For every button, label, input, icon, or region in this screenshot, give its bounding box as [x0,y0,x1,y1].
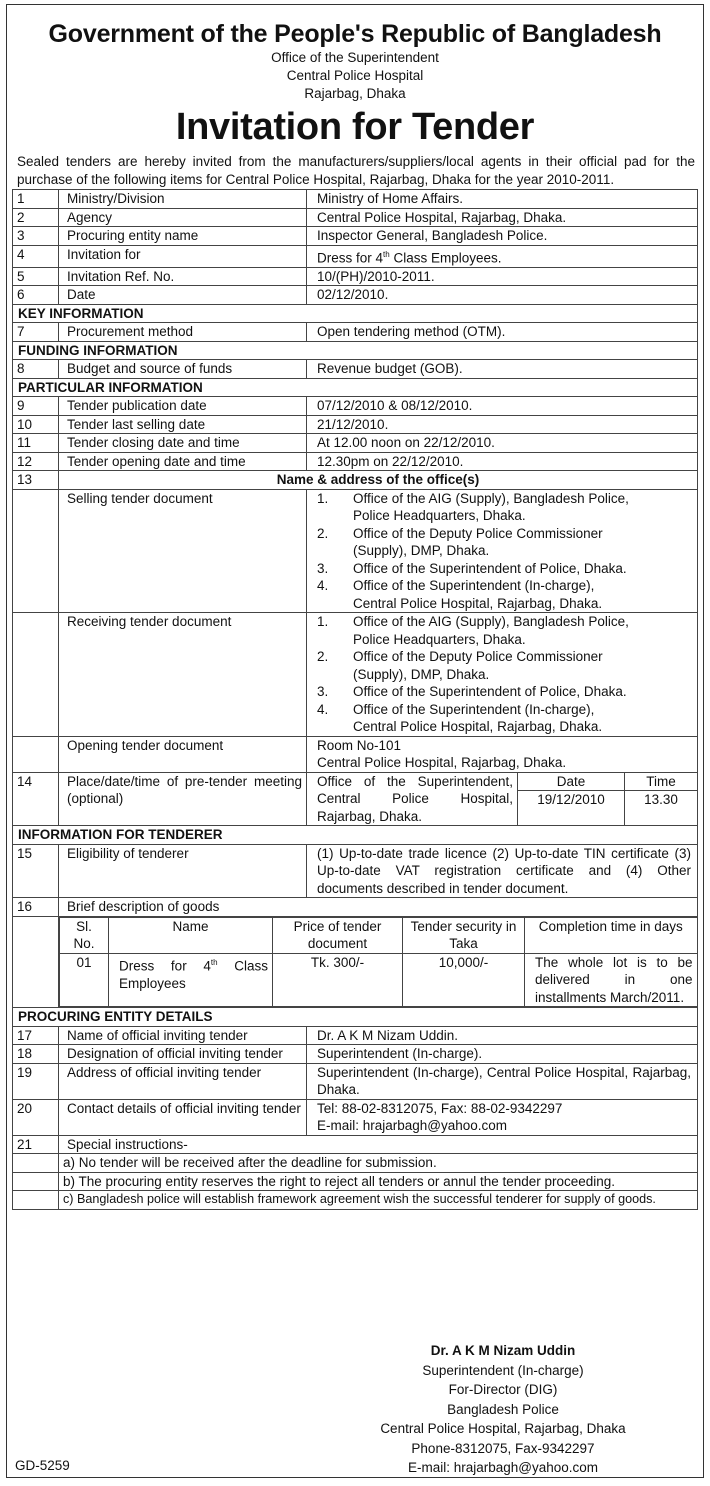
row-number: 1 [13,190,59,209]
tender-table [12,189,698,1210]
row-value: Inspector General, Bangladesh Police. [307,227,698,246]
table-cell: Tk. 300/- [273,953,403,1007]
hospital-line: Central Police Hospital [286,68,424,83]
row-value: Ministry of Home Affairs. [307,190,698,209]
list-item: 3. Office of the Superintendent of Police, Dhaka. [317,560,627,576]
table-row [13,190,698,209]
section-heading: INFORMATION FOR TENDERER [13,826,698,845]
list-item: 4. Office of the Superintendent (In-charge), Central Police Hospital, Rajarbag, Dhaka. [317,701,603,734]
special-item: c) Bangladesh police will establish framework agreement wish the successful tenderer for supply of goods. [13,1191,698,1210]
row-value: Dress for 4th Class Employees. [307,245,698,267]
table-cell: The whole lot is to be delivered in one installments March/2011. [525,953,698,1007]
list-item: 2. Office of the Deputy Police Commissioner (Supply), DMP, Dhaka. [317,649,603,682]
table-row [13,267,698,286]
opening-row: Opening tender document Room No-101 Central Police Hospital, Rajarbag, Dhaka. [13,736,698,772]
row-label: Procuring entity name [59,227,307,246]
table-row: 10 Tender last selling date 21/12/2010. [13,415,698,434]
notice-title: Invitation for Tender [175,106,535,148]
section-heading: PROCURING ENTITY DETAILS [13,1008,698,1027]
column-header: Sl. No. [60,917,109,953]
section-heading: KEY INFORMATION [13,304,698,323]
table-row [13,208,698,227]
office-line: Office of the Superintendent [271,50,439,65]
table-row: 17 Name of official inviting tender Dr. A K M Nizam Uddin. [13,1026,698,1045]
special-item: b) The procuring entity reserves the right to reject all tenders or annul the tender proceeding. [13,1172,698,1191]
column-header: Name [109,917,273,953]
section-heading: FUNDING INFORMATION [13,341,698,360]
eligibility-row: 15 Eligibility of tenderer (1) Up-to-date trade licence (2) Up-to-date TIN certificate (3) Up-to-date VAT registration certificate and (4) Other documents described in tender document. [13,844,698,898]
row-number: 6 [13,286,59,305]
tender-notice [6,4,704,1478]
receiving-office-list [317,613,693,736]
goods-table [59,917,698,1008]
goods-row: 16 Brief description of goods [13,898,698,917]
row-value: 02/12/2010. [307,286,698,305]
column-header: Price of tender document [273,917,403,953]
contact-row: 20 Contact details of official inviting tender Tel: 88-02-8312075, Fax: 88-02-9342297 E-mail: hrajarbagh@yahoo.com [13,1099,698,1135]
row-label: Agency [59,208,307,227]
selling-office-list [317,490,693,613]
selling-row: Selling tender document 1. Office of the AIG (Supply), Bangladesh Police, Police Headquarters, Dhaka. 2. Office of the Deputy Police Commissioner (Supply), DMP, Dhaka. 3. Office of the Superintendent of Police, Dhaka. 4. Office of the Superintendent (In-charge), Central Police Hospital, Rajarbag, Dhaka. [13,489,698,613]
table-row: 11 Tender closing date and time At 12.00 noon on 22/12/2010. [13,434,698,453]
government-heading: Government of the People's Republic of Bangladesh [48,20,662,48]
list-item: 4. Office of the Superintendent (In-charge), Central Police Hospital, Rajarbag, Dhaka. [317,578,603,611]
column-header: Completion time in days [525,917,698,953]
table-row [13,227,698,246]
receiving-row: Receiving tender document 1. Office of the AIG (Supply), Bangladesh Police, Police Headquarters, Dhaka. 2. Office of the Deputy Police Commissioner (Supply), DMP, Dhaka. 3. Office of the Superintendent of Police, Dhaka. 4. Office of the Superintendent (In-charge), Central Police Hospital, Rajarbag, Dhaka. [13,613,698,737]
list-item: 3. Office of the Superintendent of Police, Dhaka. [317,684,627,699]
table-row: 12 Tender opening date and time 12.30pm on 22/12/2010. [13,452,698,471]
row-number: 3 [13,227,59,246]
table-cell: 01 [60,953,109,1007]
row-label: Invitation Ref. No. [59,267,307,286]
offices-heading-row: 13 Name & address of the office(s) [13,471,698,490]
pretender-table: Office of the Superintendent, Central Police Hospital, Rajarbag, Dhaka. Date Time 19/12/2010 13.30 [307,773,697,826]
row-number: 5 [13,267,59,286]
table-row: 9 Tender publication date 07/12/2010 & 08/12/2010. [13,397,698,416]
table-row: 7 Procurement method Open tendering method (OTM). [13,323,698,342]
list-item: 1. Office of the AIG (Supply), Bangladesh Police, Police Headquarters, Dhaka. [317,614,629,647]
row-value: 10/(PH)/2010-2011. [307,267,698,286]
intro-paragraph: Sealed tenders are hereby invited from the manufacturers/suppliers/local agents in their official pad for the purchase of the following items for Central Police Hospital, Rajarbag, Dhaka for the year 2010-2011. [17,154,695,187]
table-cell: Dress for 4th Class Employees [109,953,273,1007]
notice-code: GD-5259 [15,1458,70,1473]
row-value: Central Police Hospital, Rajarbag, Dhaka. [307,208,698,227]
row-number: 4 [13,245,59,267]
table-row [13,286,698,305]
table-cell: 10,000/- [403,953,525,1007]
pretender-row: 14 Place/date/time of pre-tender meeting (optional) Office of the Superintendent, Central Police Hospital, Rajarbag, Dhaka. Date Time 19/12/2010 13.30 [13,772,698,826]
section-heading: PARTICULAR INFORMATION [13,378,698,397]
list-item: 2. Office of the Deputy Police Commissioner (Supply), DMP, Dhaka. [317,525,603,558]
table-row: 18 Designation of official inviting tender Superintendent (In-charge). [13,1045,698,1064]
special-item: a) No tender will be received after the deadline for submission. [13,1154,698,1173]
column-header: Tender security in Taka [403,917,525,953]
list-item: 1. Office of the AIG (Supply), Bangladesh Police, Police Headquarters, Dhaka. [317,490,629,523]
row-label: Date [59,286,307,305]
special-row: 21 Special instructions- [13,1135,698,1154]
location-line: Rajarbag, Dhaka [304,86,406,101]
row-label: Invitation for [59,245,307,267]
goods-table-row [13,916,698,1008]
table-row: 19 Address of official inviting tender Superintendent (In-charge), Central Police Hospital, Rajarbag, Dhaka. [13,1063,698,1099]
row-label: Ministry/Division [59,190,307,209]
signature-block: Dr. A K M Nizam Uddin Superintendent (In-charge) For-Director (DIG) Bangladesh Police Central Police Hospital, Rajarbag, Dhaka Phone-8312075, Fax-9342297 E-mail: hrajarbagh@yahoo.com [380,1343,626,1475]
table-row [13,245,698,267]
table-row: 8 Budget and source of funds Revenue budget (GOB). [13,360,698,379]
row-number: 2 [13,208,59,227]
